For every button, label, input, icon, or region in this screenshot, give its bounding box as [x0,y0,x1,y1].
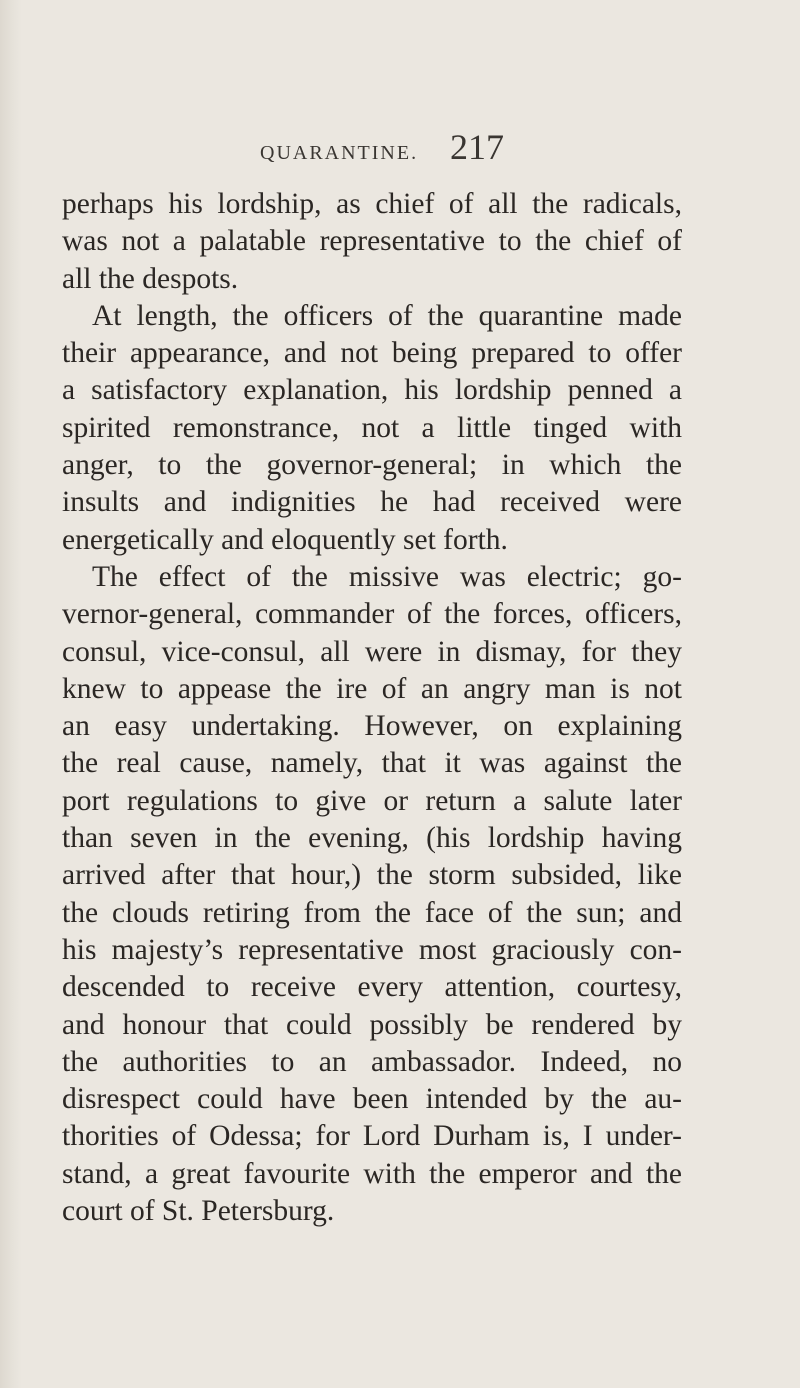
text-line: At length, the officers of the quarantine made [92,299,682,332]
text-line: all the despots. [62,262,239,295]
text-line: their appearance, and not being prepared to offer [62,337,682,370]
text-line: disrespect could have been intended by the au- [62,1083,682,1116]
text-line: perhaps his lordship, as chief of all the radicals, [62,188,682,220]
text-line: an easy undertaking. However, on explaining [62,710,682,743]
text-line: vernor-general, commander of the forces, officers, [62,598,682,631]
text-line: his majesty’s representative most graciously con- [62,933,682,966]
text-line: was not a palatable representative to the chief of [62,225,682,258]
text-line: insults and indignities he had received were [62,486,682,519]
text-line: stand, a great favourite with the emperor and the [62,1157,682,1190]
paragraph [62,186,682,298]
text-line: The effect of the missive was electric; go- [92,560,682,593]
text-line: descended to receive every attention, courtesy, [62,971,682,1004]
text-line: knew to appease the ire of an angry man is not [62,672,682,705]
text-line: arrived after that hour,) the storm subsided, like [62,859,682,892]
paragraph [62,559,682,1230]
text-line: the clouds retiring from the face of the sun; and [62,896,682,929]
paragraph [62,298,682,559]
page-number: 217 [450,127,504,167]
page-edge [0,0,22,1388]
text-line: court of St. Petersburg. [62,1195,335,1228]
text-line: port regulations to give or return a salute later [62,784,682,817]
text-line: anger, to the governor-general; in which the [62,449,682,482]
text-line: the real cause, namely, that it was against the [62,747,682,780]
text-line: and honour that could possibly be rendered by [62,1008,682,1041]
text-line: energetically and eloquently set forth. [62,523,508,556]
running-head: QUARANTINE. [260,142,419,164]
text-line: thorities of Odessa; for Lord Durham is, I under- [62,1120,682,1153]
text-line: than seven in the evening, (his lordship having [62,822,682,855]
text-line: spirited remonstrance, not a little tinged with [62,411,682,444]
body-text [62,186,682,1230]
text-line: a satisfactory explanation, his lordship penned a [62,374,682,407]
text-line: consul, vice-consul, all were in dismay, for they [62,635,682,668]
page-header [260,126,660,176]
text-line: the authorities to an ambassador. Indeed, no [62,1045,682,1078]
